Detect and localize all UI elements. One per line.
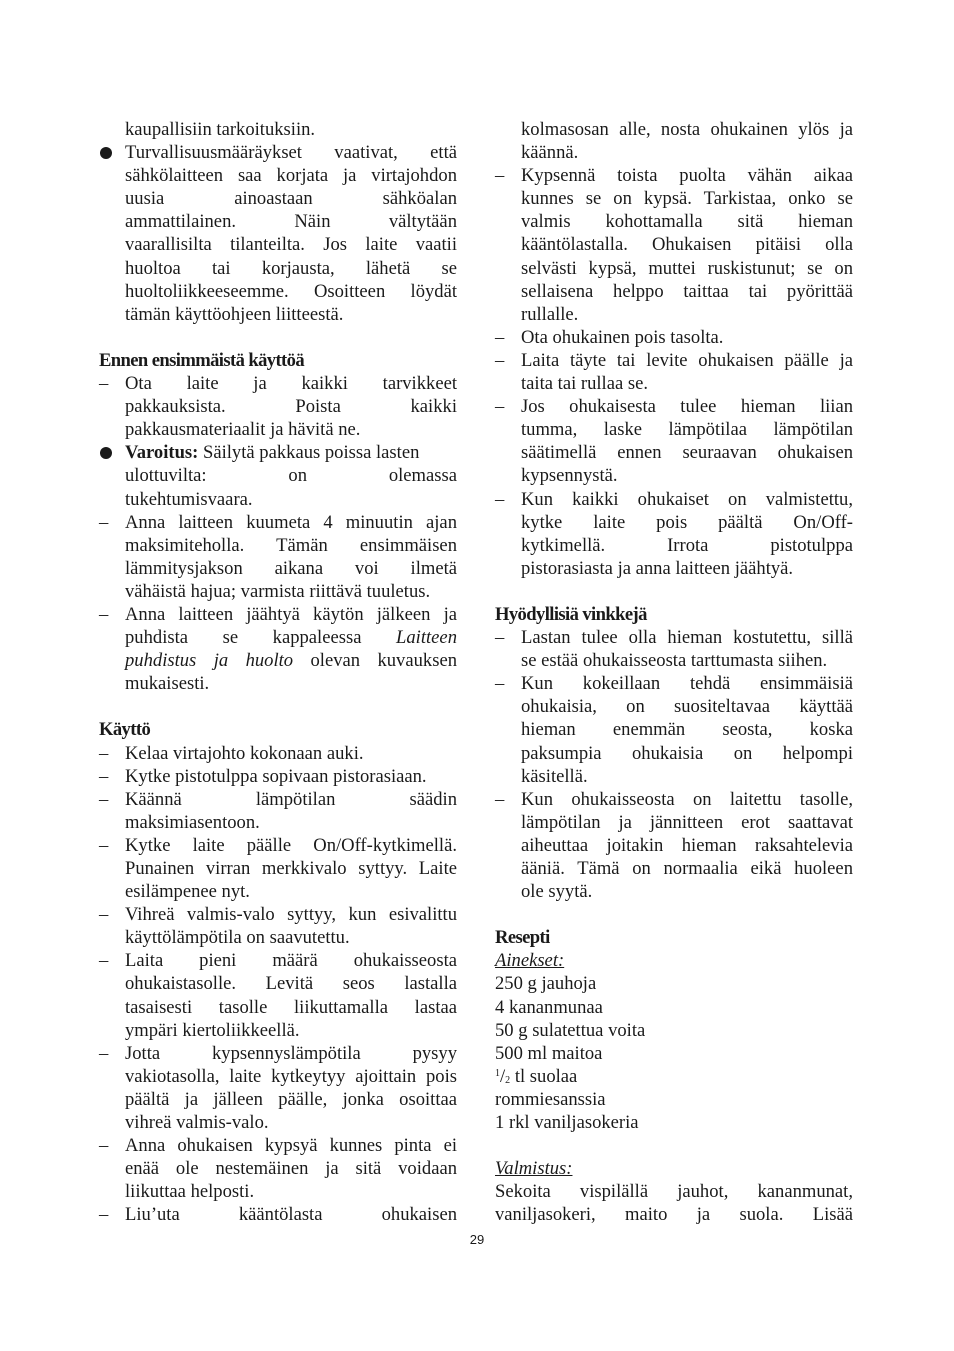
ingredient-salt: $^1/_2$ tl suolaa bbox=[495, 1065, 578, 1087]
warning-label: Varoitus: bbox=[125, 442, 199, 464]
dash-marker: – bbox=[495, 488, 505, 510]
section-heading: Resepti bbox=[495, 927, 550, 949]
dash-marker: – bbox=[99, 1204, 109, 1226]
list-item: – Lastan tulee olla hieman kostutettu, sillä se estää ohukaisseosta tarttumasta siihen. bbox=[495, 627, 853, 672]
list-item: – Kytke laite päälle On/Off-kytkimellä. Punainen virran merkkivalo syttyy. Laite esilämpenee nyt. bbox=[99, 834, 457, 903]
list-item: – Käännä lämpötilan säädin maksimiasentoon. bbox=[99, 788, 457, 833]
list-item: – Laita täyte tai levite ohukaisen päälle ja taita tai rullaa se. bbox=[495, 349, 853, 395]
method-label: Valmistus: bbox=[495, 1158, 573, 1180]
list-item: – Laita pieni määrä ohukaisseosta ohukaistasolle. Levitä seos lastalla tasaisesti tasolle liikuttamalla lastaa ympäri kiertoliikkeellä. bbox=[99, 950, 457, 1041]
continuation-text: kolmasosan alle, nosta ohukainen ylös ja käännä. bbox=[521, 119, 853, 164]
list-item: – Anna laitteen kuumeta 4 minuutin ajan maksimiteholla. Tämän ensimmäisen lämmitysjakson aikana voi ilmetä vähäistä hajua; varmista riittävä tuuletus. bbox=[99, 511, 457, 602]
dash-marker: – bbox=[99, 511, 109, 533]
list-item: – Liu’uta kääntölasta ohukaisen bbox=[99, 1204, 457, 1226]
list-item: – Kun kaikki ohukaiset on valmistettu, kytke laite pois päältä On/Off- kytkimellä. Irrota pistotulppa pistorasiasta ja anna laitteen jäähtyä. bbox=[495, 488, 853, 579]
list-item: – Jotta kypsennyslämpötila pysyy vakiotasolla, laite kytkeytyy ajoittain pois päältä ja jälleen päälle, jonka osoittaa vihreä valmis-valo. bbox=[99, 1042, 457, 1134]
bullet-dot-icon bbox=[99, 141, 121, 165]
dash-marker: – bbox=[495, 673, 505, 695]
dash-marker: – bbox=[99, 788, 109, 810]
list-item: – Anna laitteen jäähtyä käytön jälkeen ja puhdista se kappaleessa Laitteen puhdistus ja huolto olevan kuvauksen mukaisesti. bbox=[99, 603, 457, 695]
dash-marker: – bbox=[495, 326, 505, 348]
dash-marker: – bbox=[495, 788, 505, 810]
list-item: – Jos ohukaisesta tulee hieman liian tumma, laske lämpötilaa lämpötilan säätimellä ennen seuraavan ohukaisen kypsennystä. bbox=[495, 396, 853, 487]
ingredient: 250 g jauhoja bbox=[495, 973, 597, 995]
method-text: vaniljasokeri, maito ja suola. Lisää bbox=[495, 1204, 853, 1226]
dash-marker: – bbox=[99, 1042, 109, 1064]
dash-marker: – bbox=[99, 765, 109, 787]
left-column bbox=[99, 118, 457, 1227]
dash-marker: – bbox=[99, 373, 109, 395]
dash-marker: – bbox=[495, 396, 505, 418]
ingredient: rommiesanssia bbox=[495, 1088, 606, 1110]
section-heading: Käyttö bbox=[99, 719, 151, 741]
dash-marker: – bbox=[495, 349, 505, 371]
continuation-text: kaupallisiin tarkoituksiin. bbox=[125, 119, 316, 140]
list-item: – Kelaa virtajohto kokonaan auki. bbox=[99, 742, 364, 764]
bullet-dot-icon bbox=[99, 441, 121, 465]
list-item: – Kun ohukaisseosta on laitettu tasolle, lämpötilan ja jännitteen erot saattavat aiheuttaa joitakin hieman raksahtelevia ääniä. Tämä on normaalia eikä huoleen ole syytä. bbox=[495, 788, 853, 903]
list-item: – Vihreä valmis-valo syttyy, kun esivalittu käyttölämpötila on saavutettu. bbox=[99, 904, 457, 949]
list-item: – Ota ohukainen pois tasolta. bbox=[495, 326, 724, 348]
dash-marker: – bbox=[99, 950, 109, 972]
dash-marker: – bbox=[99, 742, 109, 764]
warning-bullet: Varoitus: Säilytä pakkaus poissa lasten ulottuvilta: on olemassa tukehtumisvaara. bbox=[99, 441, 457, 510]
list-item: – Kun kokeillaan tehdä ensimmäisiä ohukaisia, on suositeltavaa käyttää hieman enemmän seosta, koska paksumpia ohukaisia on helpompi käsitellä. bbox=[495, 673, 853, 787]
section-heading: Hyödyllisiä vinkkejä bbox=[495, 603, 647, 625]
list-item: – Anna ohukaisen kypsyä kunnes pinta ei enää ole nestemäinen ja sitä voidaan liikuttaa helposti. bbox=[99, 1135, 457, 1203]
dash-marker: – bbox=[99, 904, 109, 926]
ingredient: 500 ml maitoa bbox=[495, 1042, 603, 1064]
list-item: – Ota laite ja kaikki tarvikkeet pakkauksista. Poista kaikki pakkausmateriaalit ja hävitä ne. bbox=[99, 373, 457, 441]
ingredient: 1 rkl vaniljasokeria bbox=[495, 1112, 639, 1134]
ingredients-label: Ainekset: bbox=[495, 950, 565, 972]
right-column bbox=[495, 118, 853, 1227]
list-item: – Kytke pistotulppa sopivaan pistorasiaan. bbox=[99, 765, 427, 787]
method-text: Sekoita vispilällä jauhot, kananmunat, bbox=[495, 1181, 853, 1203]
dash-marker: – bbox=[99, 1135, 109, 1157]
ingredient: 4 kananmunaa bbox=[495, 996, 603, 1018]
ingredient: 50 g sulatettua voita bbox=[495, 1019, 646, 1041]
dash-marker: – bbox=[99, 834, 109, 856]
page-number: 29 bbox=[469, 1232, 485, 1247]
dash-marker: – bbox=[99, 603, 109, 625]
section-heading: Ennen ensimmäistä käyttöä bbox=[99, 349, 305, 371]
list-item: – Kypsennä toista puolta vähän aikaa kunnes se on kypsä. Tarkistaa, onko se valmis kohottamalla sitä hieman kääntölastalla. Ohukaisen pitäisi olla selvästi kypsä, muttei ruskistunut; se on sellaisena helppo taittaa tai pyörittää rullalle. bbox=[495, 165, 853, 325]
dash-marker: – bbox=[495, 627, 505, 649]
safety-bullet: Turvallisuusmääräykset vaativat, että sähkölaitteen saa korjata ja virtajohdon uusia ainoastaan sähköalan ammattilainen. Näin vältytään vaarallisilta tilanteilta. Jos laite vaatii huoltoa tai korjausta, lähetä se huoltoliikkeeseemme. Osoitteen löydät tämän käyttöohjeen liitteestä. bbox=[99, 141, 457, 326]
dash-marker: – bbox=[495, 165, 505, 187]
